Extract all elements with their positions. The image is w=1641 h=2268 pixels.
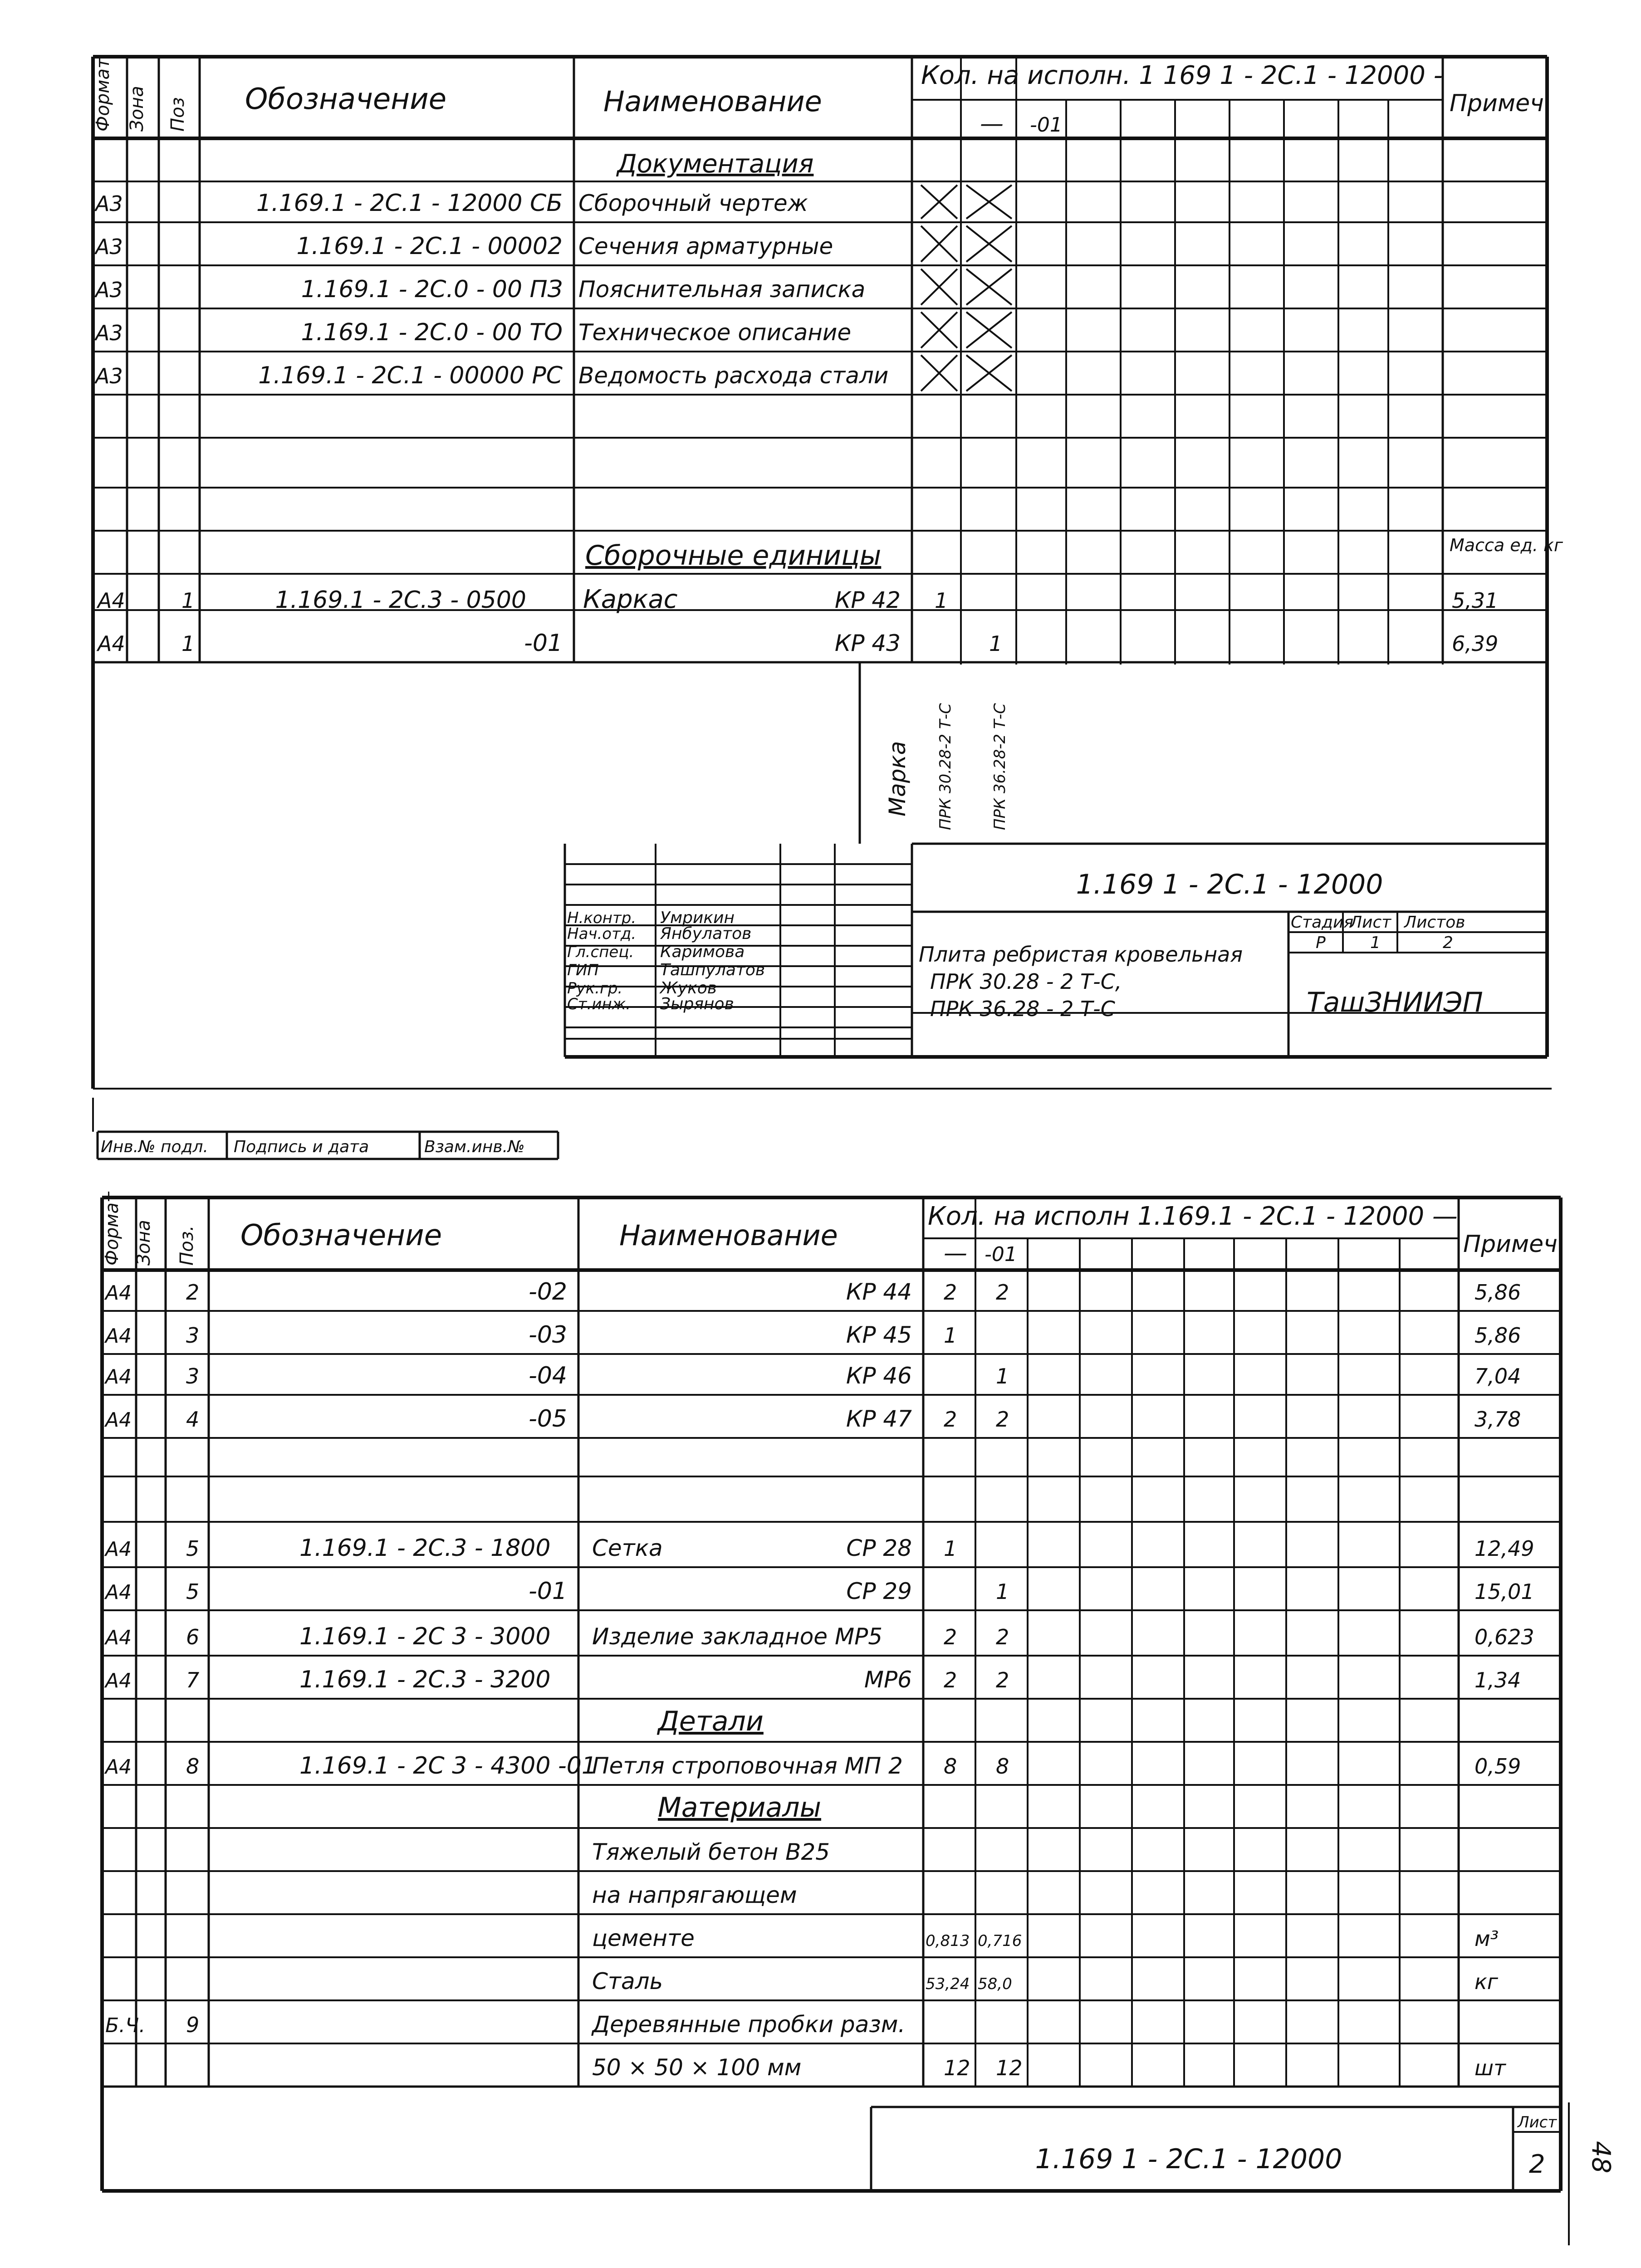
footer-sheet: 2 xyxy=(1529,2150,1545,2179)
header-zone: Зона xyxy=(127,86,147,132)
row-note: 6,39 xyxy=(1452,631,1499,656)
header2-format: Формат xyxy=(102,1192,122,1266)
row2-name: Изделие закладное МР5 xyxy=(592,1623,883,1650)
tb-role: Н.контр. xyxy=(567,909,637,927)
row2-name: 50 × 50 × 100 мм xyxy=(592,2054,802,2081)
header-ver-01: -01 xyxy=(1030,113,1063,137)
tb-sheets: 2 xyxy=(1443,934,1453,952)
row2-designation: 1.169.1 - 2С 3 - 3000 xyxy=(299,1623,551,1650)
row2-q2: 2 xyxy=(996,1280,1009,1305)
row-mark: КР 43 xyxy=(834,630,901,656)
row-note: 5,31 xyxy=(1452,588,1499,613)
row2-format: А4 xyxy=(105,1626,132,1649)
row2-format: А4 xyxy=(105,1281,132,1305)
marka-value-1: ПРК 30.28-2 Т-С xyxy=(936,703,955,830)
tb-org: ТашЗНИИЭП xyxy=(1307,987,1483,1018)
tb-name: Ташпулатов xyxy=(660,961,765,979)
row-name: Пояснительная записка xyxy=(578,276,866,303)
row2-designation: -05 xyxy=(529,1405,567,1432)
row2-format: Б.Ч. xyxy=(105,2014,146,2037)
row2-q2: 2 xyxy=(996,1407,1009,1432)
row2-name: Материалы xyxy=(658,1792,821,1823)
footer-code: 1.169 1 - 2С.1 - 12000 xyxy=(1035,2143,1342,2175)
header-format: Формат xyxy=(93,58,113,132)
row-pos: 1 xyxy=(181,631,195,656)
row2-q1: 53,24 xyxy=(926,1975,970,1993)
row2-note: 15,01 xyxy=(1474,1579,1534,1604)
header2-name: Наименование xyxy=(619,1219,838,1252)
row2-designation: -01 xyxy=(529,1578,567,1605)
row2-pos: 2 xyxy=(186,1280,200,1305)
row2-pos: 9 xyxy=(186,2013,200,2037)
row-name: Каркас xyxy=(583,585,678,614)
row2-name: Петля строповочная МП 2 xyxy=(592,1753,903,1779)
row2-note: 12,49 xyxy=(1474,1536,1534,1561)
side-number: 48 xyxy=(1586,2141,1616,2174)
tb-sheet: 1 xyxy=(1370,934,1381,952)
row-format: А3 xyxy=(95,364,123,388)
row2-mark: МР6 xyxy=(864,1667,912,1693)
row2-q1: 2 xyxy=(944,1668,957,1692)
row2-q2: 8 xyxy=(996,1754,1009,1779)
row2-format: А4 xyxy=(105,1581,132,1604)
marka-value-2: ПРК 36.28-2 Т-С xyxy=(991,703,1009,830)
section-assembly: Сборочные единицы xyxy=(585,540,882,572)
tb-name: Зырянов xyxy=(660,995,734,1013)
marka-label: Марка xyxy=(884,741,911,816)
row2-mark: КР 45 xyxy=(846,1322,912,1348)
row2-designation: -02 xyxy=(529,1278,567,1305)
row2-note: кг xyxy=(1474,1970,1498,1994)
row2-q1: 12 xyxy=(944,2056,970,2080)
row2-q1: 8 xyxy=(944,1754,957,1779)
header2-ver-01: -01 xyxy=(985,1243,1017,1266)
row2-pos: 5 xyxy=(186,1579,200,1604)
tb-name: Янбулатов xyxy=(660,924,752,943)
header2-qty: Кол. на исполн 1.169.1 - 2С.1 - 12000 — xyxy=(928,1202,1458,1231)
header2-designation: Обозначение xyxy=(240,1219,442,1252)
tb-code: 1.169 1 - 2С.1 - 12000 xyxy=(1076,869,1383,900)
row2-q2: 58,0 xyxy=(978,1975,1012,1993)
row-format: А3 xyxy=(95,235,123,259)
row2-q1: 0,813 xyxy=(926,1932,970,1950)
tb-name: Каримова xyxy=(660,943,745,961)
tb-role: Ст.инж. xyxy=(567,995,631,1013)
row2-q2: 2 xyxy=(996,1668,1009,1692)
header-qty: Кол. на исполн. 1 169 1 - 2С.1 - 12000 - xyxy=(921,61,1443,90)
stamp-inv: Инв.№ подл. xyxy=(101,1138,208,1156)
row-name: Сечения арматурные xyxy=(578,233,833,259)
tb-name: Жуков xyxy=(660,979,717,997)
row2-designation: -04 xyxy=(529,1362,567,1389)
row-format: А4 xyxy=(98,631,125,656)
row-designation: 1.169.1 - 2С.1 - 12000 СБ xyxy=(256,190,563,217)
row2-note: м³ xyxy=(1474,1926,1499,1951)
row2-mark: КР 46 xyxy=(846,1363,912,1389)
section-documentation: Документация xyxy=(617,149,814,179)
row2-format: А4 xyxy=(105,1538,132,1561)
stamp-replace: Взам.инв.№ xyxy=(424,1138,525,1156)
tb-title-2: ПРК 30.28 - 2 Т-С, xyxy=(930,969,1122,994)
row2-mark: СР 28 xyxy=(846,1535,912,1561)
row2-pos: 8 xyxy=(186,1754,200,1779)
row2-format: А4 xyxy=(105,1325,132,1348)
row2-q2: 1 xyxy=(996,1579,1009,1604)
tb-name: Умрикин xyxy=(660,909,735,927)
footer-sheet-label: Лист xyxy=(1518,2113,1557,2131)
text-layer xyxy=(93,57,1616,2179)
header-note: Примеч. xyxy=(1450,90,1552,117)
row2-format: А4 xyxy=(105,1669,132,1692)
row-mark: КР 42 xyxy=(834,587,901,613)
row2-name: на напрягающем xyxy=(592,1882,797,1908)
row2-name: Деревянные пробки разм. xyxy=(592,2011,906,2038)
row2-format: А4 xyxy=(105,1365,132,1388)
row-name: Техническое описание xyxy=(578,319,852,346)
row-q1: 1 xyxy=(935,588,948,613)
row2-q2: 0,716 xyxy=(978,1932,1022,1950)
row2-name: цементе xyxy=(592,1925,695,1951)
row2-q1: 2 xyxy=(944,1407,957,1432)
row2-mark: КР 44 xyxy=(846,1279,912,1305)
header-name: Наименование xyxy=(603,85,822,118)
row-format: А3 xyxy=(95,278,123,302)
row-designation: -01 xyxy=(524,630,563,657)
row-name: Ведомость расхода стали xyxy=(578,362,889,389)
row2-q2: 12 xyxy=(996,2056,1023,2080)
row2-q1: 1 xyxy=(944,1536,957,1561)
row-format: А4 xyxy=(98,588,125,613)
row2-format: А4 xyxy=(105,1755,132,1779)
row2-designation: 1.169.1 - 2С.3 - 1800 xyxy=(299,1535,551,1562)
row-name: Сборочный чертеж xyxy=(578,190,808,216)
row-designation: 1.169.1 - 2С.1 - 00000 РС xyxy=(258,362,563,389)
row-pos: 1 xyxy=(181,588,195,613)
header2-pos: Поз. xyxy=(176,1225,197,1266)
row2-q1: 2 xyxy=(944,1625,957,1649)
row2-designation: -03 xyxy=(529,1321,567,1349)
row-designation: 1.169.1 - 2С.1 - 00002 xyxy=(296,233,563,260)
row2-note: 1,34 xyxy=(1474,1668,1521,1692)
row2-pos: 6 xyxy=(186,1625,200,1649)
row2-pos: 5 xyxy=(186,1536,200,1561)
row2-q2: 2 xyxy=(996,1625,1009,1649)
row2-q1: 1 xyxy=(944,1323,957,1348)
tb-role: Нач.отд. xyxy=(567,925,637,943)
row-designation: 1.169.1 - 2С.0 - 00 ПЗ xyxy=(301,276,563,303)
row2-note: 0,59 xyxy=(1474,1754,1521,1779)
row2-q2: 1 xyxy=(996,1364,1009,1388)
tb-sheets-label: Листов xyxy=(1404,913,1465,932)
row2-name: Тяжелый бетон В25 xyxy=(592,1839,830,1865)
row-format: А3 xyxy=(95,321,123,345)
row-designation: 1.169.1 - 2С.0 - 00 ТО xyxy=(301,319,563,346)
tb-role: Гл.спец. xyxy=(567,943,634,961)
row2-designation: 1.169.1 - 2С.3 - 3200 xyxy=(299,1666,551,1693)
row2-note: 0,623 xyxy=(1474,1625,1534,1649)
tb-stage: Р xyxy=(1316,934,1326,952)
row2-designation: 1.169.1 - 2С 3 - 4300 -01 xyxy=(299,1752,597,1779)
row2-name: Детали xyxy=(658,1706,764,1737)
row2-pos: 3 xyxy=(186,1364,200,1388)
row2-note: шт xyxy=(1474,2056,1506,2080)
row-format: А3 xyxy=(95,191,123,216)
row2-note: 7,04 xyxy=(1474,1364,1521,1388)
row2-note: 5,86 xyxy=(1474,1280,1521,1305)
row2-note: 5,86 xyxy=(1474,1323,1521,1348)
header-pos: Поз xyxy=(167,97,188,132)
header2-ver-base: — xyxy=(944,1240,967,1267)
row-q2: 1 xyxy=(989,631,1003,656)
header-ver-base: — xyxy=(980,110,1004,137)
stamp-sign-date: Подпись и дата xyxy=(234,1138,369,1156)
row2-pos: 4 xyxy=(186,1407,200,1432)
row-designation: 1.169.1 - 2С.3 - 0500 xyxy=(275,587,526,614)
tb-title-3: ПРК 36.28 - 2 Т-С xyxy=(930,997,1115,1021)
tb-title-1: Плита ребристая кровельная xyxy=(919,942,1243,967)
row2-mark: КР 47 xyxy=(846,1406,912,1432)
row2-name: Сетка xyxy=(592,1535,663,1561)
tb-stage-label: Стадия xyxy=(1291,913,1354,932)
header2-zone: Зона xyxy=(133,1220,154,1266)
mass-note: Масса ед. кг xyxy=(1450,535,1563,555)
row2-format: А4 xyxy=(105,1408,132,1432)
tb-role: ГИП xyxy=(567,961,599,979)
row2-pos: 3 xyxy=(186,1323,200,1348)
header2-note: Примеч. xyxy=(1463,1231,1565,1258)
row2-name: Сталь xyxy=(592,1968,663,1994)
tb-role: Рук.гр. xyxy=(567,979,623,997)
row2-mark: СР 29 xyxy=(846,1578,912,1604)
row2-pos: 7 xyxy=(186,1668,200,1692)
row2-note: 3,78 xyxy=(1474,1407,1521,1432)
row2-q1: 2 xyxy=(944,1280,957,1305)
tb-sheet-label: Лист xyxy=(1350,913,1391,932)
header-designation: Обозначение xyxy=(245,83,447,116)
